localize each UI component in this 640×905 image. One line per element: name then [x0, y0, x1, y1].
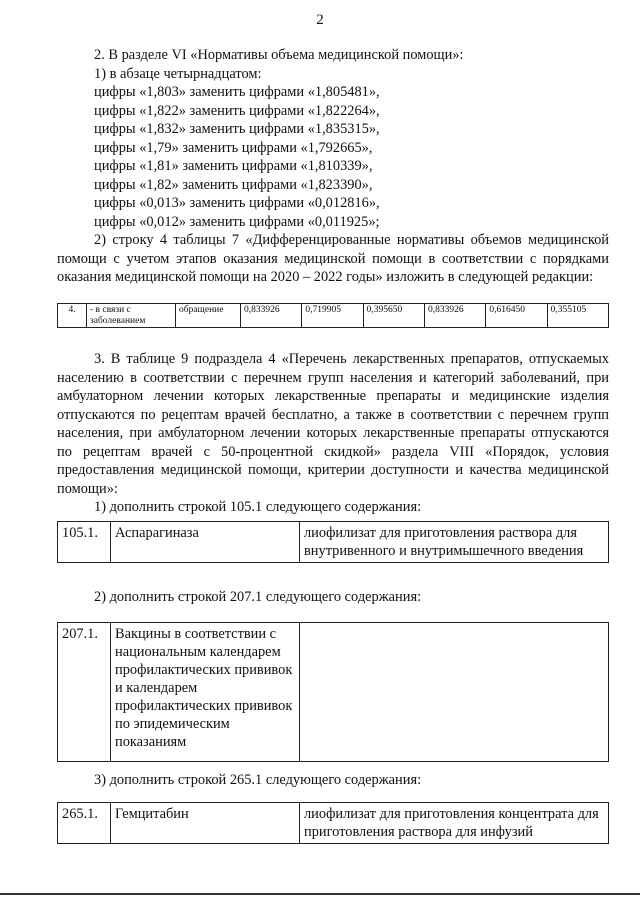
table-cell: 0,395650: [363, 304, 424, 328]
table-row-207-1: [57, 622, 609, 762]
section-3-text: 3. В таблице 9 подраздела 4 «Перечень лекарственных препаратов, отпускаемых населению в соответствии с перечнем групп населения и категорий заболеваний, при амбулаторном лечении которых лекарственные препараты и медицинские изделия отпускаются по рецептам врачей бесплатно, а также в соответствии с перечнем групп населения, при амбулаторном лечении которых лекарственные препараты отпускаются по рецептам врачей с 50-процентной скидкой» раздела VIII «Порядок, условия предоставления медицинской помощи, критерии доступности и качества медицинской помощи»:: [57, 351, 609, 497]
table-cell: 0,833926: [241, 304, 302, 328]
replacement-line: цифры «1,79» заменить цифрами «1,792665»,: [94, 139, 373, 156]
replacement-line: цифры «1,822» заменить цифрами «1,822264»,: [94, 102, 380, 119]
sub-item-2: 2) дополнить строкой 207.1 следующего содержания:: [94, 589, 422, 605]
table-row: [58, 522, 609, 563]
replacement-line: цифры «0,013» заменить цифрами «0,012816»,: [94, 195, 380, 211]
table-cell: [300, 623, 609, 762]
replacement-line: цифры «1,82» заменить цифрами «1,823390»,: [94, 176, 373, 193]
table-cell: 0,355105: [547, 304, 608, 328]
table-row: [58, 803, 609, 844]
table-cell: Гемцитабин: [111, 803, 300, 844]
table-cell: 0,833926: [424, 304, 485, 328]
sub-item-3-block: [57, 771, 609, 790]
table-cell: Вакцины в соответствии с национальным календарем профилактических прививок и календарем профилактических прививок по эпидемическим показаниям: [111, 623, 300, 762]
replacement-line: цифры «1,803» заменить цифрами «1,805481»,: [94, 84, 380, 100]
table-cell: 4.: [58, 304, 87, 328]
sub-item-1: 1) дополнить строкой 105.1 следующего содержания:: [94, 499, 422, 515]
table-cell: 207.1.: [58, 623, 111, 762]
table-row-105-1: [57, 521, 609, 563]
section-2-heading: 2. В разделе VI «Нормативы объема медицинской помощи»:: [94, 47, 464, 63]
sub-item-2-block: [57, 588, 609, 607]
table-cell: 105.1.: [58, 522, 111, 563]
table-row: [58, 304, 609, 328]
section-3: [57, 350, 609, 517]
replacement-line: цифры «0,012» заменить цифрами «0,011925»;: [94, 213, 380, 230]
table-cell: 0,616450: [486, 304, 547, 328]
scan-bottom-edge: [0, 893, 640, 895]
table-row-265-1: [57, 802, 609, 844]
page-number: 2: [316, 12, 324, 28]
table-cell: обращение: [176, 304, 241, 328]
table-cell: 265.1.: [58, 803, 111, 844]
table-cell: Аспарагиназа: [111, 522, 300, 563]
replacement-line: цифры «1,81» заменить цифрами «1,810339»,: [94, 158, 373, 174]
section-2: [57, 46, 609, 287]
sub-item-2: 2) строку 4 таблицы 7 «Дифференцированные нормативы объемов медицинской помощи с учетом этапов оказания медицинской помощи в соответствии с порядками оказания медицинской помощи на 2020 – 2022 годы» изложить в следующей редакции:: [57, 232, 609, 285]
table-cell: - в связи с заболеванием: [87, 304, 176, 328]
table-cell: 0,719905: [302, 304, 363, 328]
sub-item-1: 1) в абзаце четырнадцатом:: [94, 65, 262, 82]
table-cell: лиофилизат для приготовления концентрата для приготовления раствора для инфузий: [300, 803, 609, 844]
table-cell: лиофилизат для приготовления раствора для внутривенного и внутримышечного введения: [300, 522, 609, 563]
replacement-line: цифры «1,832» заменить цифрами «1,835315»,: [94, 121, 380, 137]
sub-item-3: 3) дополнить строкой 265.1 следующего содержания:: [94, 772, 422, 788]
table-7-row: [57, 303, 609, 328]
table-row: [58, 623, 609, 762]
